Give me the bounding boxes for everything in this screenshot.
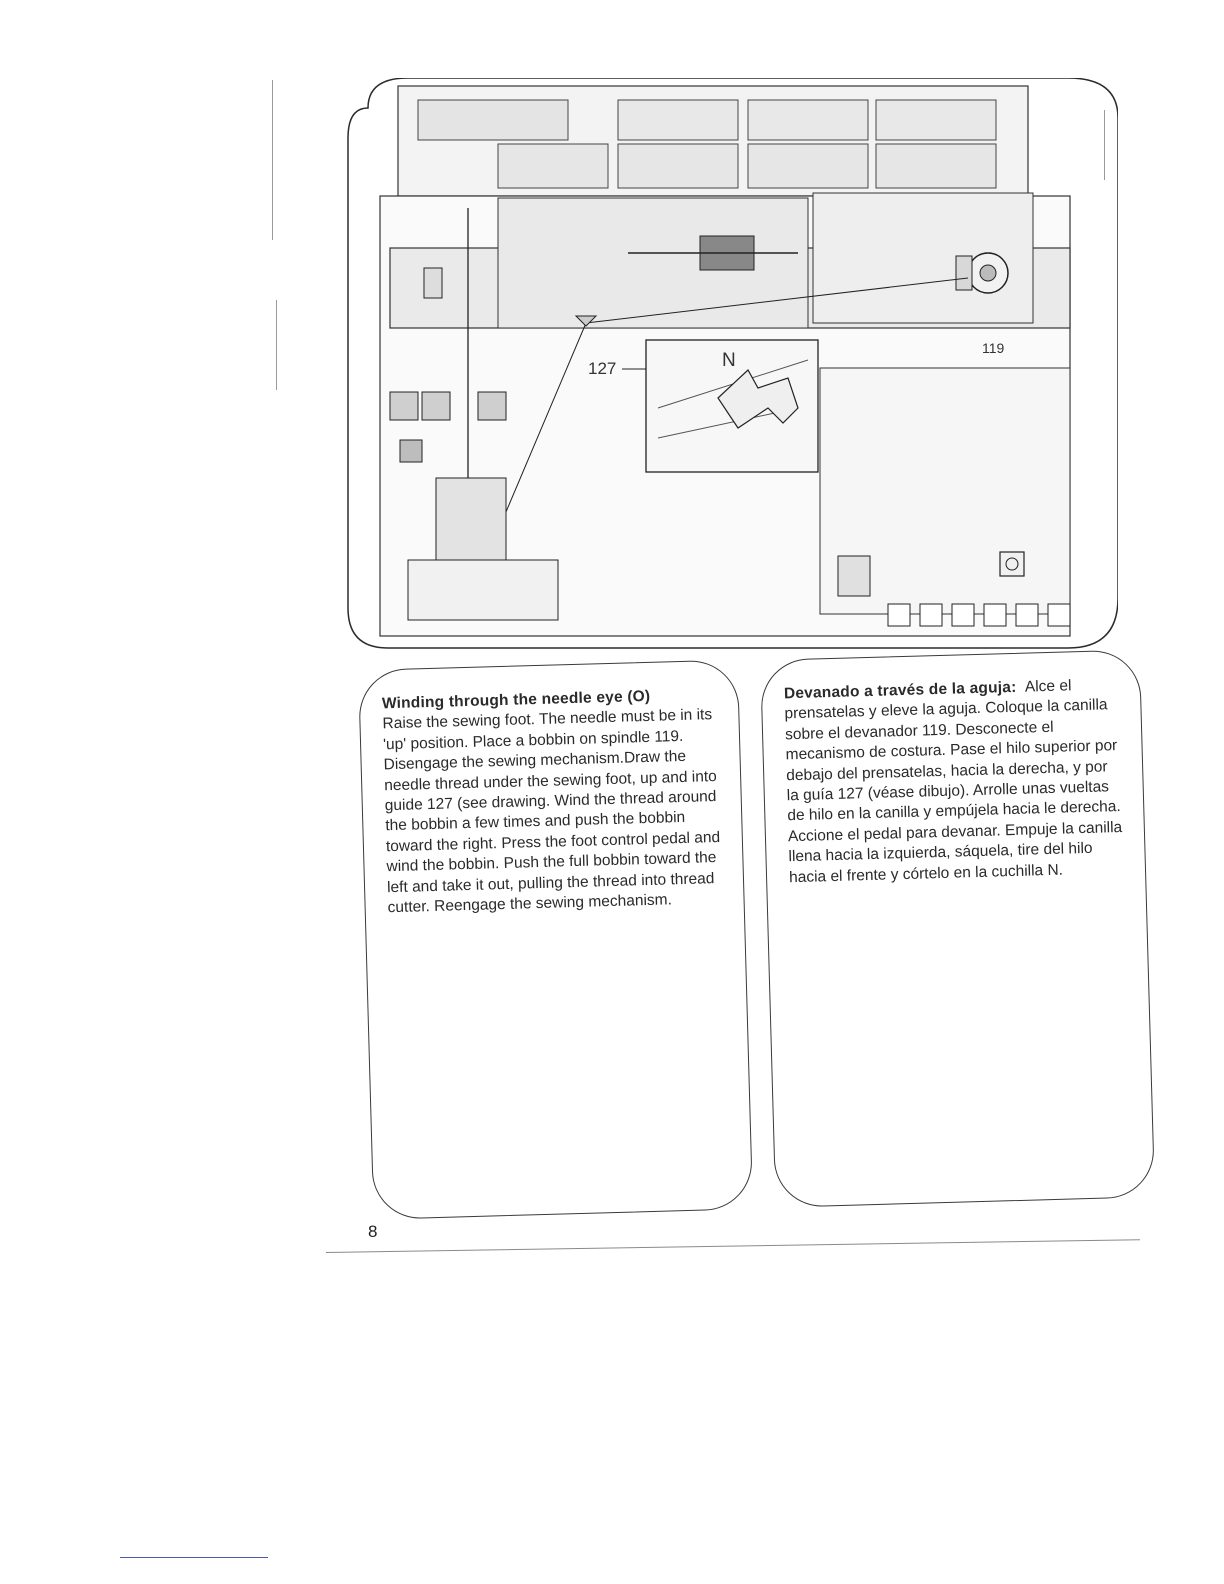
spanish-body: Alce el prensatelas y eleve la aguja. Coloque la canilla sobre el devanador 119. Desconecte el mecanismo de costura. Pase el hilo superior por debajo del prensatelas, hacia la derecha, y por la guía 127 (véase dibujo). Arrolle unas vueltas de hilo en la canilla y empújela hacia le derecha. Accione el pedal para devanar. Empuje la canilla llena hacia la izquierda, sáquela, tire del hilo hacia el frente y córtelo en la cuchilla N. xyxy=(784,677,1123,886)
bobbin-winder-hub xyxy=(980,265,996,281)
sewing-machine-illustration xyxy=(328,78,1118,656)
selector-button-2 xyxy=(920,604,942,626)
lid-compartment-7 xyxy=(748,144,868,188)
callout-119: 119 xyxy=(982,340,1005,356)
spanish-instructions-box xyxy=(760,649,1155,1207)
panel-button-3 xyxy=(478,392,506,420)
footer-rule xyxy=(120,1557,268,1558)
winder-base xyxy=(956,256,972,290)
lid-compartment-5 xyxy=(498,144,608,188)
selector-button-4 xyxy=(984,604,1006,626)
lid-compartment-4 xyxy=(876,100,996,140)
english-title: Winding through the needle eye (O) xyxy=(381,687,651,713)
needle-plate xyxy=(408,560,558,620)
panel-button-1 xyxy=(390,392,418,420)
selector-button-5 xyxy=(1016,604,1038,626)
english-instructions-box xyxy=(358,659,753,1219)
lid-compartment-1 xyxy=(418,100,568,140)
scan-artifact-bottom xyxy=(326,1239,1140,1253)
lid-compartment-2 xyxy=(618,100,738,140)
presser-foot-assembly xyxy=(436,478,506,568)
scan-artifact-left-2 xyxy=(276,300,277,390)
selector-button-3 xyxy=(952,604,974,626)
top-cover-left xyxy=(498,198,808,328)
spanish-title: Devanado a través de la aguja: xyxy=(783,678,1017,703)
english-body: Raise the sewing foot. The needle must be in its 'up' position. Place a bobbin on spindle 119. Disengage the sewing mechanism.Draw the needle thread under the sewing foot, up and into guide 127 (see drawing. Wind the thread around the bobbin a few times and push the bobbin toward the right. Press the foot control pedal and wind the bobbin. Push the full bobbin toward the left and take it out, pulling the thread into thread cutter. Reengage the sewing mechanism. xyxy=(382,706,721,917)
page-number: 8 xyxy=(368,1222,378,1241)
panel-button-2 xyxy=(422,392,450,420)
side-indicator xyxy=(424,268,442,298)
selector-button-1 xyxy=(888,604,910,626)
lid-compartment-8 xyxy=(876,144,996,188)
machine-drawing-svg xyxy=(328,78,1118,656)
lid-compartment-6 xyxy=(618,144,738,188)
callout-n: N xyxy=(722,350,736,371)
power-switch xyxy=(1000,552,1024,576)
lid-compartment-3 xyxy=(748,100,868,140)
panel-button-4 xyxy=(400,440,422,462)
callout-127: 127 xyxy=(588,359,617,378)
selector-button-6 xyxy=(1048,604,1070,626)
scan-artifact-left-1 xyxy=(272,80,273,240)
reverse-lever xyxy=(838,556,870,596)
